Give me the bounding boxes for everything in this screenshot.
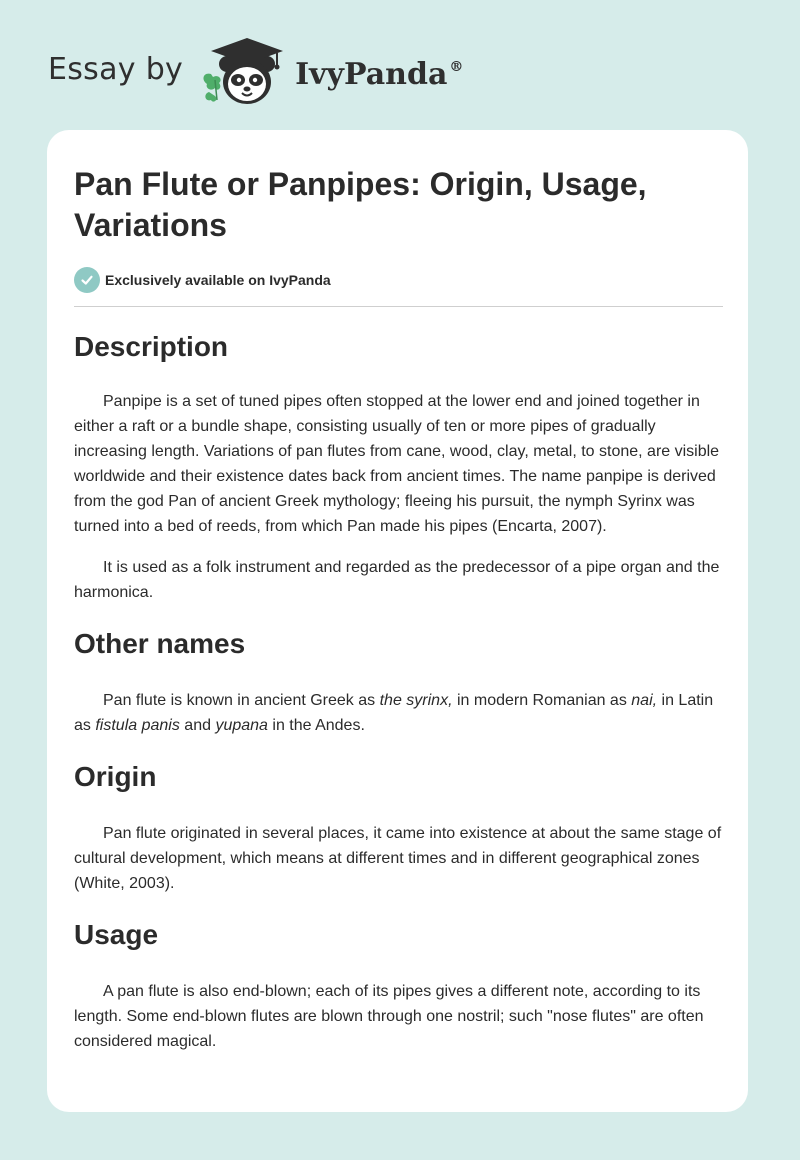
brand-name[interactable]: IvyPanda ® <box>295 56 464 92</box>
article-card <box>47 130 748 1112</box>
section-heading-description: Description <box>74 331 229 362</box>
paragraph: It is used as a folk instrument and regarded as the predecessor of a pipe organ and the harmonica. <box>74 559 720 601</box>
emphasis: fistula panis <box>95 717 180 734</box>
paragraph: A pan flute is also end-blown; each of its pipes gives a different note, according to its length. Some end-blown flutes are blown through one nostril; such "nose flutes" are often considered magical. <box>74 983 704 1050</box>
paragraph: Panpipe is a set of tuned pipes often stopped at the lower end and joined together in either a raft or a bundle shape, consisting usually of ten or more pipes of gradually increasing length. Variations of pan flutes from cane, wood, clay, metal, to stone, are visible worldwide and their existence dates back from ancient times. The name panpipe is derived from the god Pan of ancient Greek mythology; fleeing his pursuit, the nymph Syrinx was turned into a bed of reeds, from which Pan made his pipes (Encarta, 2007). <box>74 393 720 535</box>
emphasis: nai, <box>631 692 658 709</box>
divider <box>74 306 723 307</box>
essay-by-label: Essay by <box>48 51 184 87</box>
exclusive-label: Exclusively available on IvyPanda <box>105 272 331 288</box>
emphasis: yupana <box>215 717 268 734</box>
emphasis: the syrinx, <box>379 692 453 709</box>
page-title: Pan Flute or Panpipes: Origin, Usage, Variations <box>74 166 647 243</box>
panda-graduate-icon[interactable] <box>197 36 289 108</box>
paragraph: Pan flute originated in several places, it came into existence at about the same stage of cultural development, which means at different times and in different geographical zones (White, 2003). <box>74 825 722 892</box>
article-content <box>74 130 723 1054</box>
section-heading-other-names: Other names <box>74 628 246 659</box>
exclusive-badge <box>74 266 723 294</box>
site-header <box>48 36 463 108</box>
section-heading-usage: Usage <box>74 919 159 950</box>
section-heading-origin: Origin <box>74 761 157 792</box>
registered-mark: ® <box>449 58 464 75</box>
paragraph-other-names: Pan flute is known in ancient Greek as the syrinx, in modern Romanian as nai, in Latin as fistula panis and yupana in the Andes. <box>74 692 714 734</box>
check-icon <box>74 267 100 293</box>
